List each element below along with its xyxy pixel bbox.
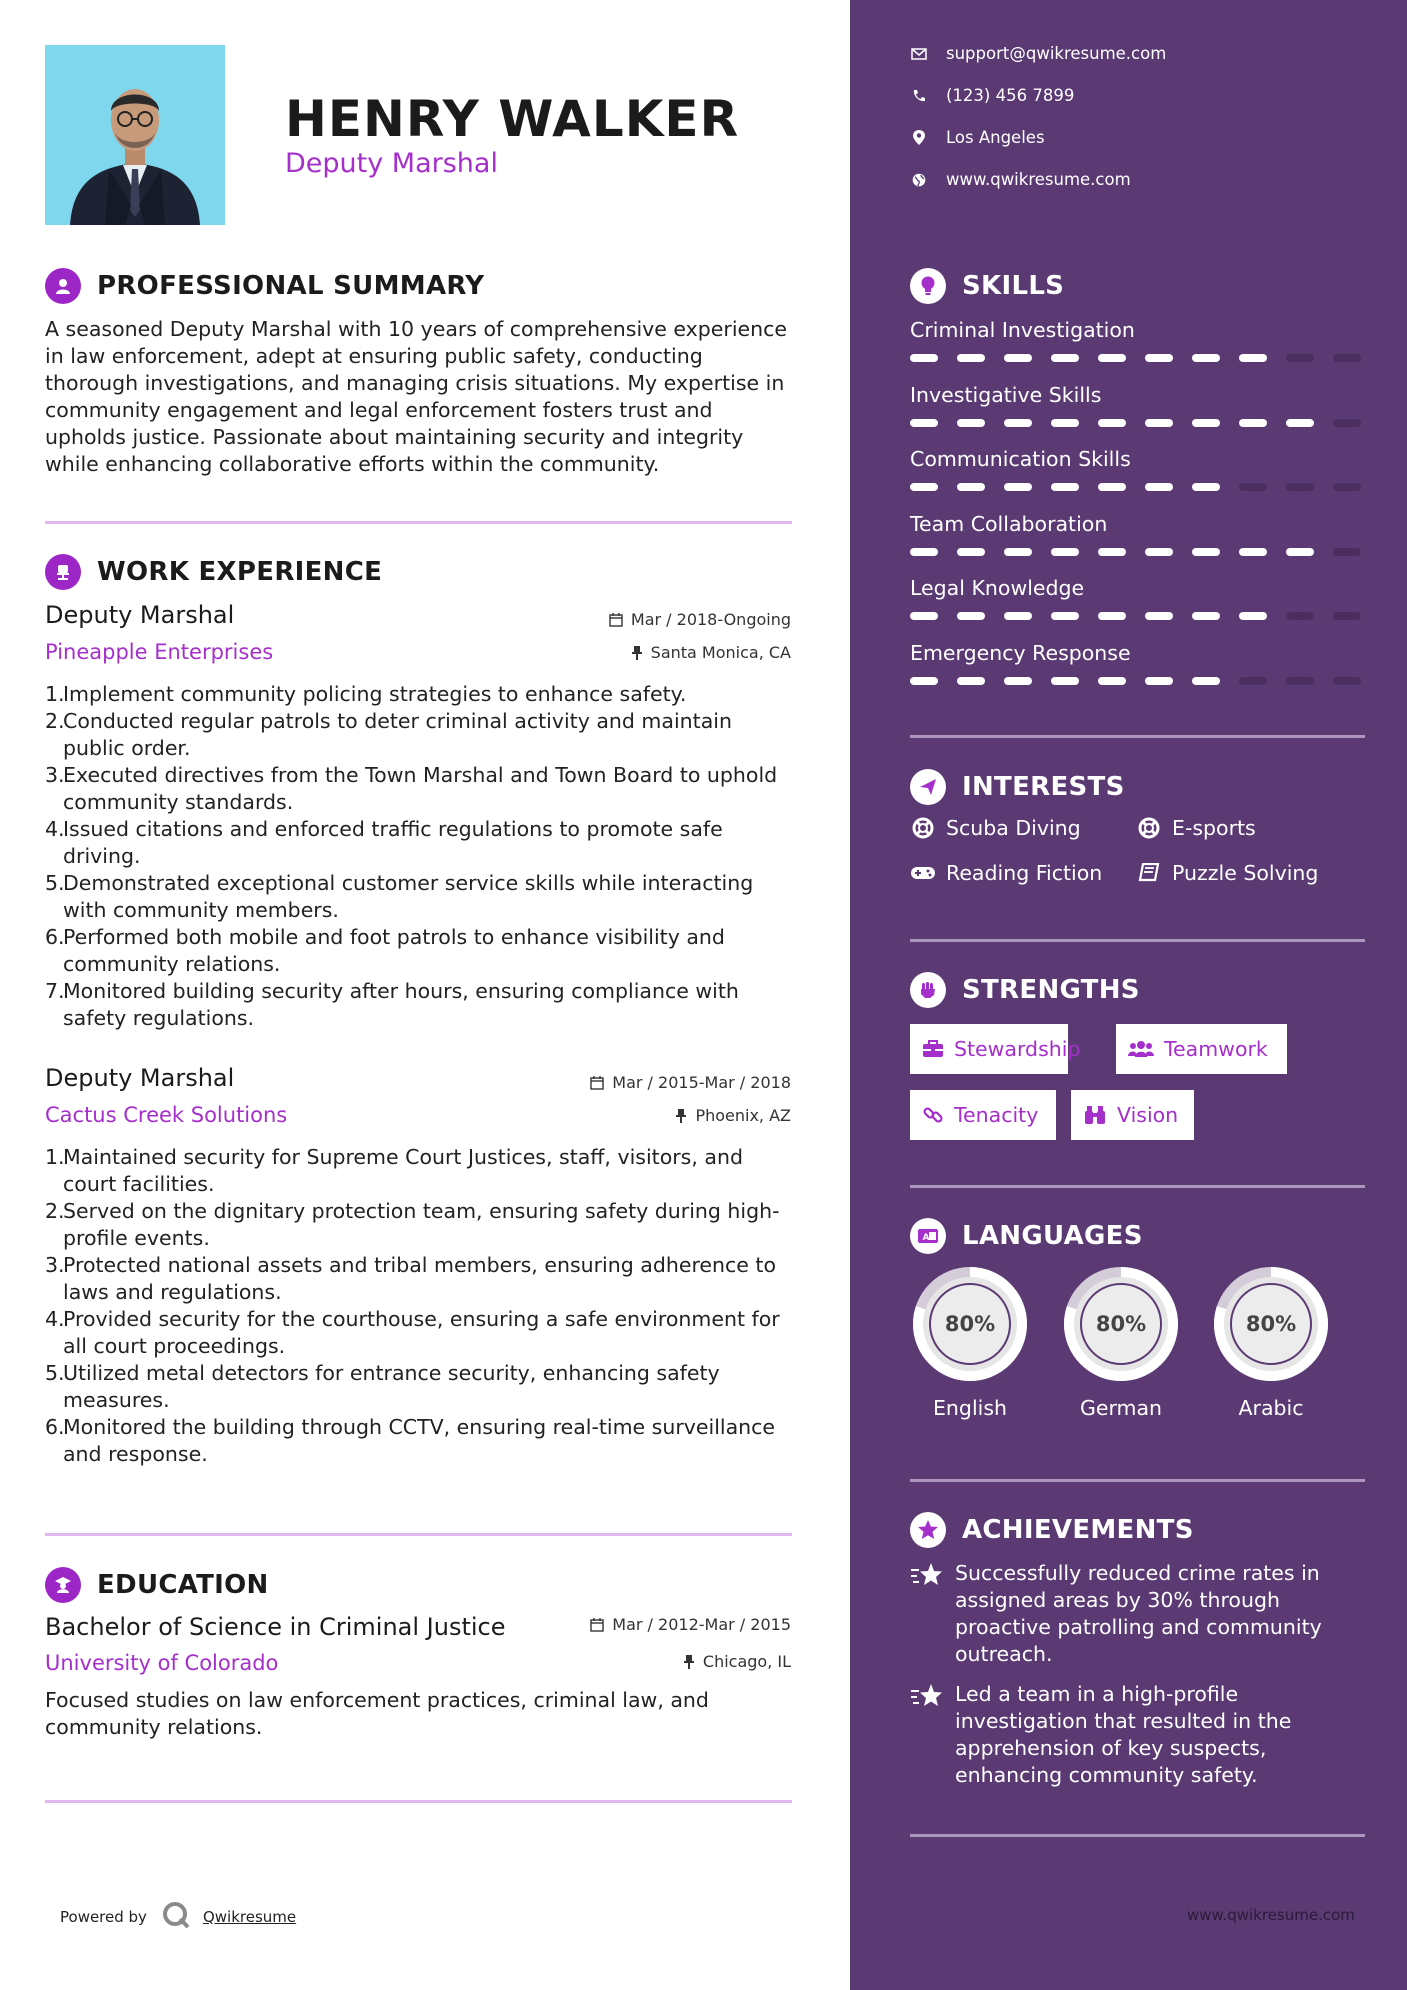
language-percent: 80%: [944, 1312, 996, 1336]
skill-level-segment: [1051, 677, 1079, 685]
skill-level-segment: [1145, 354, 1173, 362]
education-title: EDUCATION: [97, 1570, 269, 1600]
skill-level-segment: [910, 677, 938, 685]
experience-heading: [45, 554, 382, 590]
list-item: 6. Performed both mobile and foot patrols to enhance visibility and community relations.: [45, 925, 725, 976]
interest-item: [910, 816, 1081, 840]
skill-level-bar: [910, 677, 1380, 685]
education-description: Focused studies on law enforcement practices, criminal law, and community relations.: [45, 1688, 709, 1739]
calendar-icon: [590, 1076, 604, 1090]
star-icon: [910, 1681, 945, 1789]
language-item: [1061, 1264, 1181, 1420]
job-company: Cactus Creek Solutions: [45, 1103, 288, 1127]
skill-level-segment: [1192, 612, 1220, 620]
strength-tag: [1116, 1024, 1287, 1074]
skill-name: Communication Skills: [910, 447, 1131, 471]
summary-text: A seasoned Deputy Marshal with 10 years of comprehensive experience in law enforcement, adept at ensuring public safety, conducting thorough investigations, and managing crisis situations. My expertise in community engagement and legal enforcement fosters trust and upholds justice. Passionate about maintaining security and integrity while enhancing collaborative efforts within the community.: [45, 317, 788, 476]
skill-level-segment: [1239, 483, 1267, 491]
language-name: Arabic: [1238, 1396, 1304, 1420]
contact-phone-text: (123) 456 7899: [946, 86, 1075, 105]
skill-level-segment: [1239, 548, 1267, 556]
skill-level-segment: [910, 612, 938, 620]
education-heading: [45, 1567, 269, 1603]
job-location: [631, 643, 791, 662]
skill-level-segment: [1286, 419, 1314, 427]
strengths-title: STRENGTHS: [962, 975, 1140, 1005]
calendar-icon: [609, 613, 623, 627]
language-item: [1211, 1264, 1331, 1420]
skill-level-segment: [1333, 612, 1361, 620]
briefcase-icon: [922, 1040, 944, 1058]
job-dates: [609, 610, 791, 629]
skill-level-segment: [1192, 677, 1220, 685]
job-title: Deputy Marshal: [45, 601, 235, 629]
job-location-text: Santa Monica, CA: [650, 643, 791, 662]
skill-level-segment: [1098, 354, 1126, 362]
skill-level-segment: [1051, 483, 1079, 491]
skill-level-segment: [1051, 354, 1079, 362]
link-icon: [922, 1104, 944, 1126]
contact-website-text: www.qwikresume.com: [946, 170, 1131, 189]
job-location: [675, 1106, 791, 1125]
contact-website[interactable]: [910, 170, 1131, 189]
envelope-icon: [910, 48, 928, 60]
skill-level-segment: [957, 548, 985, 556]
map-marker-icon: [910, 130, 928, 145]
skill-level-segment: [1239, 419, 1267, 427]
skill-level-segment: [1051, 612, 1079, 620]
degree-title: Bachelor of Science in Criminal Justice: [45, 1613, 506, 1641]
skill-level-segment: [1239, 354, 1267, 362]
languages-heading: [910, 1218, 1143, 1254]
language-progress-ring: [1061, 1264, 1181, 1384]
powered-by-label: Powered by: [60, 1908, 147, 1926]
paper-plane-icon: [910, 769, 946, 805]
list-item: 7. Monitored building security after hours, ensuring compliance with safety regulations.: [45, 979, 739, 1030]
binoculars-icon: [1083, 1105, 1107, 1125]
skill-level-segment: [1004, 677, 1032, 685]
summary-title: PROFESSIONAL SUMMARY: [97, 271, 485, 301]
list-item: 2. Served on the dignitary protection team, ensuring safety during high-profile events.: [45, 1199, 780, 1250]
summary-heading: [45, 268, 484, 304]
section-divider: [910, 735, 1365, 738]
skill-level-segment: [1098, 548, 1126, 556]
achievements-heading: [910, 1512, 1194, 1548]
pin-icon: [631, 646, 643, 660]
gamepad-icon: [910, 865, 936, 881]
list-item: 1. Implement community policing strategies to enhance safety.: [45, 682, 687, 706]
skill-level-segment: [1098, 419, 1126, 427]
skill-level-segment: [957, 354, 985, 362]
calendar-icon: [590, 1618, 604, 1632]
phone-icon: [910, 89, 928, 103]
user-icon: [45, 268, 81, 304]
contact-location-text: Los Angeles: [946, 128, 1045, 147]
list-item: 1. Maintained security for Supreme Court Justices, staff, visitors, and court facilities.: [45, 1145, 743, 1196]
skill-level-segment: [1004, 548, 1032, 556]
skill-level-segment: [1286, 548, 1314, 556]
lifebuoy-icon: [910, 817, 936, 839]
profile-photo: [45, 45, 225, 225]
list-item: 3. Protected national assets and tribal members, ensuring adherence to laws and regulations.: [45, 1253, 777, 1304]
skill-level-segment: [1192, 354, 1220, 362]
skills-heading: [910, 268, 1064, 304]
list-item: 4. Issued citations and enforced traffic regulations to promote safe driving.: [45, 817, 723, 868]
skill-level-segment: [1004, 612, 1032, 620]
fist-icon: [910, 972, 946, 1008]
job-dates: [590, 1073, 791, 1092]
section-divider: [45, 1533, 792, 1536]
skill-name: Investigative Skills: [910, 382, 1102, 407]
skill-name: Criminal Investigation: [910, 318, 1135, 342]
graduate-icon: [45, 1567, 81, 1603]
school-name: University of Colorado: [45, 1651, 279, 1675]
strength-tag: [910, 1090, 1056, 1140]
interest-item: [910, 861, 1102, 885]
lightbulb-icon: [910, 268, 946, 304]
strength-label: Teamwork: [1164, 1037, 1268, 1061]
language-item: [910, 1264, 1030, 1420]
interests-title: INTERESTS: [962, 772, 1125, 802]
skill-level-segment: [1333, 548, 1361, 556]
skill-level-segment: [1192, 483, 1220, 491]
strength-label: Tenacity: [954, 1103, 1039, 1127]
skill-level-segment: [1051, 548, 1079, 556]
skills-title: SKILLS: [962, 271, 1065, 301]
skill-level-segment: [1098, 612, 1126, 620]
skill-level-segment: [957, 419, 985, 427]
translate-icon: [910, 1218, 946, 1254]
contact-email[interactable]: [910, 44, 1166, 63]
svg-text:A: A: [922, 1233, 930, 1243]
skill-level-segment: [1286, 612, 1314, 620]
skill-level-segment: [910, 483, 938, 491]
lifebuoy-icon: [1136, 817, 1162, 839]
sidebar: [850, 0, 1407, 1990]
users-icon: [1128, 1040, 1154, 1058]
language-percent: 80%: [1095, 1312, 1147, 1336]
skill-level-segment: [910, 354, 938, 362]
strength-label: Stewardship: [954, 1037, 1081, 1061]
language-percent: 80%: [1245, 1312, 1297, 1336]
achievement-text: Led a team in a high-profile investigation that resulted in the apprehension of key suspects, enhancing community safety.: [955, 1682, 1292, 1787]
interest-item: [1136, 861, 1318, 885]
footer-site-link[interactable]: www.qwikresume.com: [1187, 1906, 1355, 1924]
skill-level-segment: [1145, 548, 1173, 556]
pin-icon: [675, 1109, 687, 1123]
skill-level-segment: [1192, 548, 1220, 556]
education-dates: [590, 1615, 791, 1634]
language-progress-ring: [910, 1264, 1030, 1384]
skill-level-bar: [910, 354, 1380, 362]
strength-tag: [1071, 1090, 1194, 1140]
skill-level-bar: [910, 419, 1380, 427]
list-item: 4. Provided security for the courthouse, ensuring a safe environment for all court proceedings.: [45, 1307, 780, 1358]
section-divider: [910, 1185, 1365, 1188]
skill-level-segment: [1286, 677, 1314, 685]
experience-title: WORK EXPERIENCE: [97, 557, 383, 587]
section-divider: [910, 1834, 1365, 1837]
skill-level-segment: [910, 419, 938, 427]
job-responsibilities: [45, 681, 800, 1032]
skill-level-segment: [957, 612, 985, 620]
list-item: 3. Executed directives from the Town Marshal and Town Board to uphold community standards.: [45, 763, 778, 814]
skill-level-segment: [1333, 483, 1361, 491]
section-divider: [45, 1800, 792, 1803]
achievement-item: [910, 1560, 1370, 1668]
job-title: Deputy Marshal: [45, 1064, 235, 1092]
languages-title: LANGUAGES: [962, 1221, 1143, 1251]
strength-label: Vision: [1117, 1103, 1179, 1127]
skill-level-segment: [1051, 419, 1079, 427]
star-icon: [910, 1560, 945, 1668]
skill-level-segment: [1333, 354, 1361, 362]
skill-level-segment: [1192, 419, 1220, 427]
skill-name: Emergency Response: [910, 640, 1131, 665]
education-location: [683, 1652, 791, 1671]
job-company: Pineapple Enterprises: [45, 640, 274, 664]
powered-by: [60, 1900, 296, 1934]
skill-level-segment: [957, 677, 985, 685]
education-dates-text: Mar / 2012-Mar / 2015: [612, 1615, 791, 1634]
list-item: 5. Demonstrated exceptional customer service skills while interacting with community members.: [45, 871, 754, 922]
skill-level-segment: [1333, 419, 1361, 427]
language-name: German: [1079, 1396, 1163, 1420]
contact-email-text: support@qwikresume.com: [946, 44, 1167, 63]
strengths-heading: [910, 972, 1140, 1008]
skill-level-segment: [1004, 419, 1032, 427]
chair-icon: [45, 554, 81, 590]
achievements-title: ACHIEVEMENTS: [962, 1515, 1194, 1545]
book-icon: [1136, 863, 1162, 883]
contact-location: [910, 128, 1045, 147]
strength-tag: [910, 1024, 1081, 1074]
skill-name: Legal Knowledge: [910, 576, 1085, 600]
pin-icon: [683, 1655, 695, 1669]
section-divider: [910, 1479, 1365, 1482]
section-divider: [910, 939, 1365, 942]
skill-level-segment: [1239, 677, 1267, 685]
skill-level-segment: [1145, 419, 1173, 427]
list-item: 6. Monitored the building through CCTV, ensuring real-time surveillance and response.: [45, 1415, 776, 1466]
skill-level-segment: [1098, 677, 1126, 685]
skill-level-segment: [1286, 354, 1314, 362]
interests-heading: [910, 769, 1125, 805]
qwikresume-logo-icon: [161, 1900, 191, 1934]
skill-level-segment: [910, 548, 938, 556]
star-badge-icon: [910, 1512, 946, 1548]
skill-level-segment: [1145, 677, 1173, 685]
achievement-item: [910, 1681, 1370, 1789]
job-location-text: Phoenix, AZ: [695, 1106, 791, 1125]
interest-label: Reading Fiction: [946, 861, 1103, 885]
job-dates-text: Mar / 2018-Ongoing: [630, 610, 791, 629]
job-dates-text: Mar / 2015-Mar / 2018: [612, 1073, 791, 1092]
interest-label: Puzzle Solving: [1172, 861, 1319, 885]
interest-label: Scuba Diving: [946, 816, 1081, 840]
skill-level-segment: [1333, 677, 1361, 685]
skill-level-segment: [957, 483, 985, 491]
candidate-role: Deputy Marshal: [285, 148, 498, 179]
skill-level-bar: [910, 612, 1380, 620]
job-responsibilities: [45, 1144, 800, 1468]
achievement-text: Successfully reduced crime rates in assigned areas by 30% through proactive patrolling and community outreach.: [955, 1561, 1322, 1666]
skill-level-segment: [1239, 612, 1267, 620]
skill-level-segment: [1098, 483, 1126, 491]
skill-level-bar: [910, 483, 1380, 491]
language-name: English: [932, 1396, 1008, 1420]
skill-level-bar: [910, 548, 1380, 556]
skill-level-segment: [1145, 612, 1173, 620]
interest-label: E-sports: [1172, 816, 1256, 840]
globe-icon: [910, 173, 928, 187]
skill-level-segment: [1286, 483, 1314, 491]
interest-item: [1136, 816, 1256, 840]
list-item: 2. Conducted regular patrols to deter criminal activity and maintain public order.: [45, 709, 732, 760]
skill-level-segment: [1145, 483, 1173, 491]
skill-name: Team Collaboration: [910, 511, 1108, 536]
education-location-text: Chicago, IL: [702, 1652, 791, 1671]
skill-level-segment: [1004, 483, 1032, 491]
contact-phone[interactable]: [910, 86, 1074, 105]
section-divider: [45, 521, 792, 524]
list-item: 5. Utilized metal detectors for entrance security, enhancing safety measures.: [45, 1361, 720, 1412]
qwikresume-link[interactable]: Qwikresume: [202, 1908, 297, 1926]
language-progress-ring: [1211, 1264, 1331, 1384]
candidate-name: HENRY WALKER: [285, 90, 740, 148]
skill-level-segment: [1004, 354, 1032, 362]
